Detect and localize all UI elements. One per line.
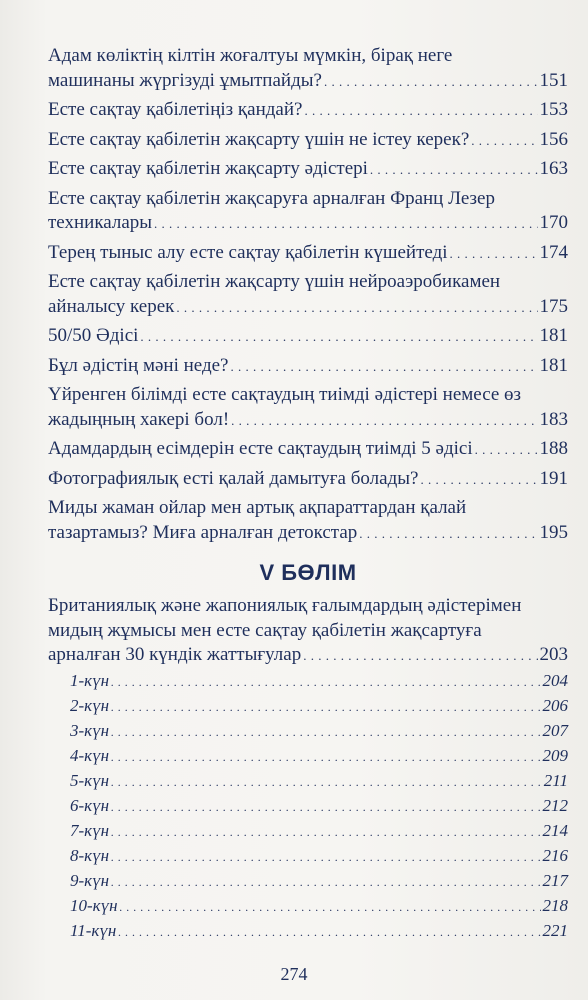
toc-entry-line: жадыңның хакері бол! (48, 408, 230, 430)
day-entry-row (70, 719, 568, 744)
toc-entry-line: айналысу керек (48, 295, 175, 317)
toc-entry-line: арналған 30 күндік жаттығулар (48, 644, 302, 665)
section-intro-entry (48, 594, 568, 669)
toc-entry (48, 383, 568, 433)
dot-leader (111, 794, 540, 819)
toc-entry-last-line (48, 521, 568, 547)
dot-leader (111, 719, 540, 744)
toc-entry-line: Адамдардың есімдерін есте сақтаудың тиімді 5 әдісі (48, 438, 473, 459)
toc-page-number: 188 (539, 438, 568, 459)
toc-entries (48, 44, 568, 546)
toc-entry-last-line (48, 98, 568, 124)
toc-entry-line: Бұл әдістің мәні неде? (48, 354, 229, 376)
toc-page-number: 163 (539, 158, 568, 179)
dot-leader (450, 241, 538, 267)
dot-leader (231, 408, 537, 434)
dot-leader (231, 354, 538, 380)
toc-entry-line: мидың жұмысы мен есте сақтау қабілетін жақсартуға (48, 619, 482, 641)
day-label: 10-күн (70, 895, 118, 915)
day-entry (48, 794, 568, 819)
dot-leader (370, 157, 538, 183)
toc-entry-line: Терең тыныс алу есте сақтау қабілетін күшейтеді (48, 241, 448, 263)
toc-entry (48, 187, 568, 237)
toc-page-number: 181 (539, 325, 568, 346)
toc-entry-last-line (48, 643, 568, 669)
toc-entry-line: Миды жаман ойлар мен артық ақпараттардан қалай (48, 497, 467, 518)
day-label: 5-күн (70, 770, 110, 790)
toc-entry-line: Үйренген білімді есте сақтаудың тиімді әдістері немесе өз (48, 384, 522, 405)
day-entry (48, 919, 568, 944)
toc-entry-last-line (48, 295, 568, 321)
toc-page-number: 153 (539, 99, 568, 120)
day-page-number: 212 (542, 795, 568, 815)
dot-leader (111, 844, 540, 869)
day-page-number: 214 (542, 820, 568, 840)
toc-entry (48, 270, 568, 320)
toc-entry (48, 157, 568, 183)
dot-leader (140, 324, 537, 350)
day-entry-row (70, 919, 568, 944)
day-list (48, 669, 568, 944)
day-entry (48, 869, 568, 894)
toc-page-number: 183 (539, 408, 568, 430)
toc-entry (48, 594, 568, 669)
toc-entry-last-line (48, 354, 568, 380)
toc-entry-line: тазартамыз? Миға арналған детокстар (48, 521, 358, 543)
dot-leader (111, 819, 540, 844)
dot-leader (303, 643, 537, 669)
toc-page-number: 151 (539, 69, 568, 91)
table-of-contents (48, 44, 568, 944)
toc-entry (48, 98, 568, 124)
dot-leader (420, 467, 537, 493)
toc-entry-last-line (48, 408, 568, 434)
day-page-number: 221 (542, 920, 568, 940)
day-page-number: 207 (542, 720, 568, 740)
day-entry-row (70, 844, 568, 869)
toc-entry-last-line (48, 128, 568, 154)
day-entry (48, 694, 568, 719)
day-entry (48, 769, 568, 794)
dot-leader (111, 669, 540, 694)
toc-entry-last-line (48, 211, 568, 237)
toc-entry-last-line (48, 324, 568, 350)
day-label: 7-күн (70, 820, 110, 840)
dot-leader (111, 869, 540, 894)
day-page-number: 209 (542, 745, 568, 765)
day-label: 1-күн (70, 670, 110, 690)
day-page-number: 218 (542, 895, 568, 915)
toc-entry-line: техникалары (48, 212, 153, 233)
day-page-number: 204 (542, 670, 568, 690)
toc-entry (48, 467, 568, 493)
dot-leader (118, 919, 540, 944)
dot-leader (111, 694, 540, 719)
day-page-number: 211 (543, 770, 568, 790)
toc-page-number: 181 (539, 354, 568, 376)
day-entry-row (70, 894, 568, 919)
toc-entry-line: Есте сақтау қабілетін жақсарту үшін нейроаэробикамен (48, 271, 501, 292)
toc-entry-line: машинаны жүргізуді ұмытпайды? (48, 69, 322, 91)
toc-entry-last-line (48, 241, 568, 267)
day-label: 8-күн (70, 845, 110, 865)
day-entry (48, 844, 568, 869)
day-label: 2-күн (70, 695, 110, 715)
toc-entry (48, 496, 568, 546)
toc-page-number: 203 (539, 644, 568, 665)
toc-page-number: 175 (539, 295, 568, 317)
day-entry-row (70, 794, 568, 819)
toc-entry (48, 241, 568, 267)
toc-entry-line: 50/50 Әдісі (48, 325, 139, 346)
toc-entry-line: Есте сақтау қабілетін жақсарту әдістері (48, 158, 368, 179)
toc-entry-last-line (48, 437, 568, 463)
toc-entry-line: Адам көліктің кілтін жоғалтуы мүмкін, бірақ неге (48, 45, 453, 66)
dot-leader (475, 437, 538, 463)
dot-leader (120, 894, 541, 919)
day-page-number: 206 (542, 695, 568, 715)
toc-page-number: 170 (539, 212, 568, 233)
day-entry-row (70, 744, 568, 769)
day-label: 3-күн (70, 720, 110, 740)
day-page-number: 216 (542, 845, 568, 865)
dot-leader (176, 295, 537, 321)
day-entry-row (70, 694, 568, 719)
toc-entry (48, 324, 568, 350)
toc-entry (48, 128, 568, 154)
dot-leader (359, 521, 537, 547)
day-entry (48, 744, 568, 769)
toc-entry-line: Есте сақтау қабілетін жақсарту үшін не істеу керек? (48, 128, 470, 150)
day-page-number: 217 (542, 870, 568, 890)
page-number: 274 (280, 964, 308, 984)
day-label: 4-күн (70, 745, 110, 765)
toc-entry-line: Есте сақтау қабілетіңіз қандай? (48, 99, 303, 120)
toc-page-number: 174 (539, 241, 568, 263)
toc-entry-last-line (48, 157, 568, 183)
day-label: 11-күн (70, 920, 117, 940)
dot-leader (154, 211, 537, 237)
toc-entry-line: Есте сақтау қабілетін жақсаруға арналған Франц Лезер (48, 187, 495, 209)
toc-entry (48, 354, 568, 380)
dot-leader (304, 98, 537, 124)
day-label: 9-күн (70, 870, 110, 890)
toc-page-number: 191 (539, 467, 568, 489)
dot-leader (324, 69, 538, 95)
day-entry (48, 894, 568, 919)
day-entry-row (70, 819, 568, 844)
toc-entry-last-line (48, 69, 568, 95)
toc-page-number: 156 (539, 128, 568, 150)
toc-entry-last-line (48, 467, 568, 493)
toc-entry-line: Фотографиялық есті қалай дамытуға болады? (48, 467, 419, 489)
day-entry-row (70, 769, 568, 794)
dot-leader (471, 128, 537, 154)
day-label: 6-күн (70, 795, 110, 815)
day-entry-row (70, 869, 568, 894)
toc-entry (48, 437, 568, 463)
section-title: V БӨЛІМ (259, 560, 357, 585)
day-entry (48, 819, 568, 844)
dot-leader (111, 744, 540, 769)
toc-entry-line: Британиялық және жапониялық ғалымдардың әдістерімен (48, 595, 522, 616)
dot-leader (111, 769, 542, 794)
day-entry (48, 669, 568, 694)
toc-page-number: 195 (539, 521, 568, 543)
day-entry (48, 719, 568, 744)
toc-entry (48, 44, 568, 94)
day-entry-row (70, 669, 568, 694)
